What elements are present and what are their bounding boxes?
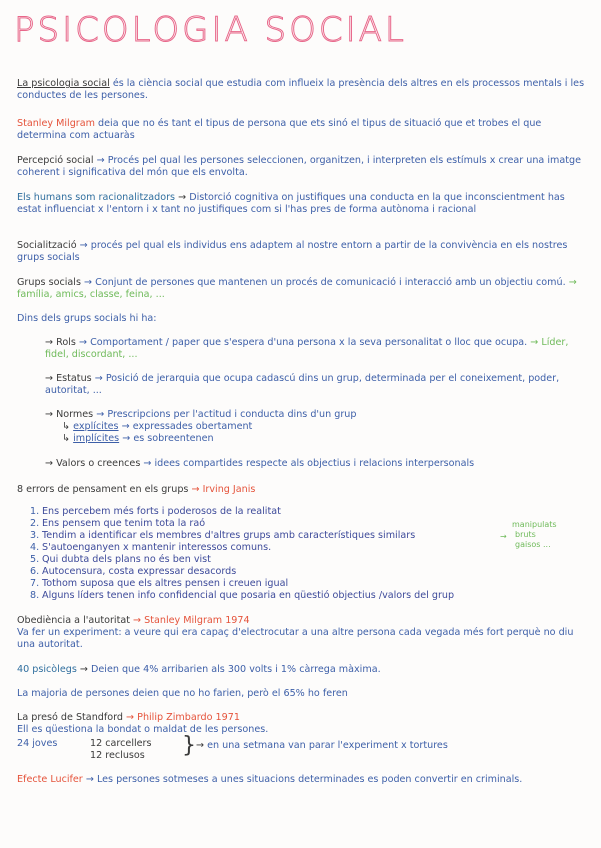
stat1-label: 40 psicòlegs bbox=[17, 664, 77, 675]
errors-heading-text: 8 errors de pensament en els grups bbox=[17, 484, 189, 495]
normes-sub-implicites bbox=[62, 433, 587, 445]
percepcio-term: Percepció social bbox=[17, 155, 94, 166]
arrow-icon: → bbox=[78, 337, 87, 348]
explicites-text: expressades obertament bbox=[132, 421, 253, 432]
side-note-bruts: bruts bbox=[515, 530, 536, 539]
rols-text: Comportament / paper que s'espera d'una persona x la seva personalitat o lloc que ocupa. bbox=[90, 337, 528, 348]
explicites-term: explícites bbox=[73, 421, 119, 432]
dins-heading: Dins dels grups socials hi ha: bbox=[17, 313, 157, 324]
arrow-icon: → bbox=[126, 712, 135, 723]
side-note-gaisos: gaisos ... bbox=[515, 540, 551, 549]
grups-examples: família, amics, classe, feina, ... bbox=[17, 289, 165, 300]
racionalitzadors-text: Distorció cognitiva on justifiques una conducta en la que inconscientment has estat influenciat x l'entorn i x tant no justifiques com si l'has pres de forma autònoma i racional bbox=[17, 192, 565, 215]
normes-text: Prescripcions per l'actitud i conducta dins d'un grup bbox=[107, 409, 357, 420]
bullet-arrow-icon: → bbox=[45, 409, 54, 420]
grups-paragraph bbox=[17, 277, 587, 301]
stanford-result: en una setmana van parar l'experiment x tortures bbox=[207, 740, 448, 751]
obediencia-year: 1974 bbox=[225, 615, 250, 626]
list-item: 6. Autocensura, costa expressar desacords bbox=[30, 566, 237, 577]
stanford-count: 24 joves bbox=[17, 738, 58, 749]
intro-term: La psicologia social bbox=[17, 78, 110, 89]
stanford-line1: Ell es qüestiona la bondat o maldat de les persones. bbox=[17, 724, 269, 735]
errors-heading bbox=[17, 484, 587, 496]
stanford-heading bbox=[17, 712, 587, 724]
stanford-result-row bbox=[196, 740, 587, 752]
arrow-icon: → bbox=[133, 615, 142, 626]
socialitzacio-term: Socialització bbox=[17, 240, 77, 251]
percepcio-paragraph bbox=[17, 155, 587, 179]
arrow-icon: → bbox=[530, 337, 539, 348]
obediencia-stat2: La majoria de persones deien que no ho farien, però el 65% ho feren bbox=[17, 688, 348, 699]
arrow-icon: → bbox=[79, 240, 88, 251]
hook-arrow-icon: ↳ bbox=[62, 433, 71, 444]
bullet-arrow-icon: → bbox=[45, 337, 54, 348]
page-title: PSICOLOGIA SOCIAL bbox=[14, 10, 407, 50]
estatus-item bbox=[45, 373, 587, 397]
stanford-year: 1971 bbox=[215, 712, 240, 723]
lucifer-text: Les persones sotmeses a unes situacions determinades es poden convertir en criminals. bbox=[96, 774, 523, 785]
valors-term: Valors o creences bbox=[56, 458, 141, 469]
stanford-author: Philip Zimbardo bbox=[137, 712, 213, 723]
errors-author: Irving Janis bbox=[202, 484, 256, 495]
side-note-manipulats: manipulats bbox=[512, 520, 557, 529]
arrow-icon: → bbox=[84, 277, 93, 288]
milgram-quote bbox=[17, 118, 587, 142]
list-item: 3. Tendim a identificar els membres d'altres grups amb característiques similars bbox=[30, 530, 416, 541]
arrow-icon: → bbox=[121, 421, 130, 432]
socialitzacio-paragraph bbox=[17, 240, 587, 264]
arrow-icon: → bbox=[96, 409, 105, 420]
obediencia-text: Va fer un experiment: a veure qui era capaç d'electrocutar a una altre persona cada vegada més fort perquè no diu una autoritat. bbox=[17, 627, 574, 650]
list-item: 1. Ens percebem més forts i poderosos de la realitat bbox=[30, 506, 281, 517]
lucifer-paragraph bbox=[17, 774, 587, 786]
racionalitzadors-paragraph bbox=[17, 192, 587, 216]
errors-list bbox=[30, 506, 491, 602]
obediencia-term: Obediència a l'autoritat bbox=[17, 615, 130, 626]
percepcio-text: Procés pel qual les persones seleccionen, organitzen, i interpreten els estímuls x crear una imatge coherent i significativa del món que els envolta. bbox=[17, 155, 581, 178]
stat1-text: Deien que 4% arribarien als 300 volts i 1% càrrega màxima. bbox=[90, 664, 381, 675]
stanford-guards: 12 carcellers bbox=[90, 738, 152, 749]
rols-examples: Líder, fidel, discordant, ... bbox=[45, 337, 569, 360]
stanford-prisoners: 12 reclusos bbox=[90, 750, 145, 761]
estatus-text: Posició de jerarquia que ocupa cadascú dins un grup, determinada per el coneixement, poder, autoritat, ... bbox=[45, 373, 560, 396]
arrow-icon: → bbox=[79, 664, 88, 675]
list-item: 8. Alguns líders tenen info confidencial que posaria en qüestió objectius /valors del grup bbox=[30, 590, 455, 601]
arrow-icon: → bbox=[85, 774, 94, 785]
milgram-name: Stanley Milgram bbox=[17, 118, 95, 129]
racionalitzadors-term: Els humans som racionalitzadors bbox=[17, 192, 176, 203]
arrow-icon: → bbox=[568, 277, 577, 288]
normes-sub-explicites bbox=[62, 421, 587, 433]
arrow-icon: → bbox=[94, 373, 103, 384]
socialitzacio-text: procés pel qual els individus ens adaptem al nostre entorn a partir de la convivència en els nostres grups socials bbox=[17, 240, 568, 263]
hook-arrow-icon: ↳ bbox=[62, 421, 71, 432]
rols-item bbox=[45, 337, 587, 361]
obediencia-heading bbox=[17, 615, 587, 627]
errors-side-arrow: → bbox=[500, 532, 507, 541]
bullet-arrow-icon: → bbox=[45, 458, 54, 469]
list-item: 2. Ens pensem que tenim tota la raó bbox=[30, 518, 206, 529]
normes-item bbox=[45, 409, 587, 421]
estatus-term: Estatus bbox=[56, 373, 92, 384]
bullet-arrow-icon: → bbox=[45, 373, 54, 384]
obediencia-stat1 bbox=[17, 664, 587, 676]
intro-paragraph bbox=[17, 78, 587, 102]
stanford-term: La presó de Standford bbox=[17, 712, 123, 723]
list-item: 4. S'autoenganyen x mantenir interessos comuns. bbox=[30, 542, 272, 553]
arrow-icon: → bbox=[178, 192, 187, 203]
list-item: 5. Qui dubta dels plans no és ben vist bbox=[30, 554, 211, 565]
normes-term: Normes bbox=[56, 409, 94, 420]
arrow-icon: → bbox=[196, 740, 205, 751]
grups-term: Grups socials bbox=[17, 277, 81, 288]
grups-text: Conjunt de persones que mantenen un procés de comunicació i interacció amb un objectiu comú. bbox=[95, 277, 566, 288]
lucifer-term: Efecte Lucifer bbox=[17, 774, 83, 785]
list-item: 7. Tothom suposa que els altres pensen i creuen igual bbox=[30, 578, 289, 589]
implicites-term: implícites bbox=[73, 433, 120, 444]
rols-term: Rols bbox=[56, 337, 76, 348]
brace-icon: } bbox=[182, 733, 196, 758]
intro-text: és la ciència social que estudia com influeix la presència dels altres en els processos mentals i les conductes de les persones. bbox=[17, 78, 585, 101]
implicites-text: es sobreentenen bbox=[133, 433, 214, 444]
arrow-icon: → bbox=[96, 155, 105, 166]
arrow-icon: → bbox=[122, 433, 131, 444]
valors-item bbox=[45, 458, 587, 470]
arrow-icon: → bbox=[143, 458, 152, 469]
milgram-text: deia que no és tant el tipus de persona que ets sinó el tipus de situació que et trobes el que determina com actuaràs bbox=[17, 118, 542, 141]
arrow-icon: → bbox=[191, 484, 200, 495]
obediencia-author: Stanley Milgram bbox=[144, 615, 223, 626]
valors-text: idees compartides respecte als objectius i relacions interpersonals bbox=[154, 458, 475, 469]
